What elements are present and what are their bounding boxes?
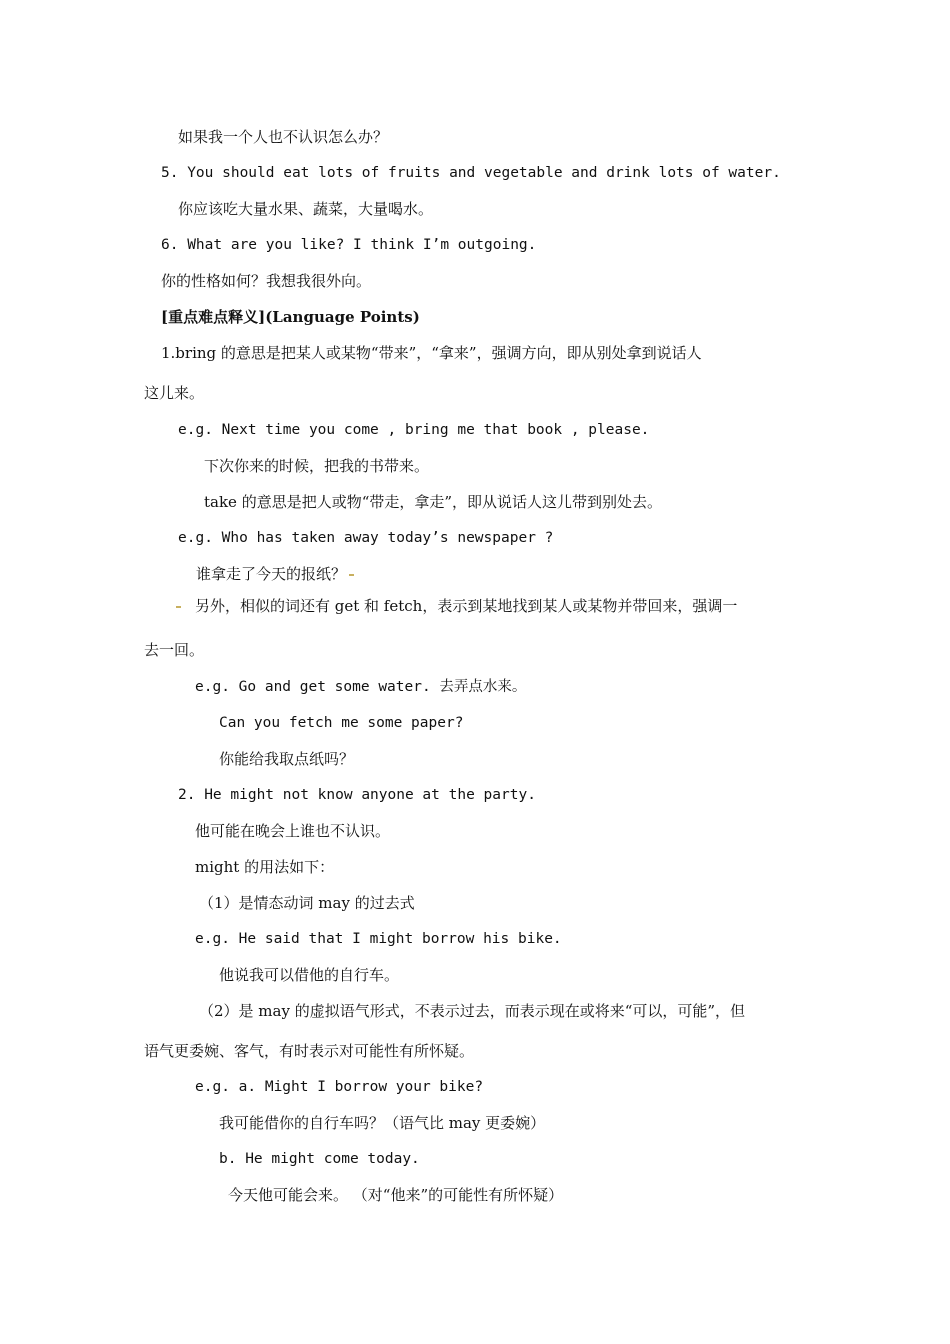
text-line-9: e.g. Next time you come , bring me that book , please. — [178, 422, 650, 438]
text-line-24: 他说我可以借他的自行车。 — [219, 966, 400, 984]
text-line-3: 你应该吃大量水果、蔬菜，大量喝水。 — [178, 200, 434, 218]
text-line-12: e.g. Who has taken away today’s newspaper ? — [178, 530, 554, 546]
text-line-17: Can you fetch me some paper? — [219, 715, 464, 731]
text-line-8: 这儿来。 — [144, 384, 205, 402]
edit-mark — [349, 574, 354, 576]
text-line-25: （2）是 may 的虚拟语气形式，不表示过去，而表示现在或将来“可以，可能”，但 — [199, 1002, 746, 1020]
text-line-23: e.g. He said that I might borrow his bike. — [195, 931, 562, 947]
text-line-4: 6. What are you like? I think I’m outgoing. — [161, 237, 537, 253]
text-line-30: 今天他可能会来。 （对“他来”的可能性有所怀疑） — [228, 1186, 564, 1204]
text-line-10: 下次你来的时候，把我的书带来。 — [204, 457, 430, 475]
edit-mark — [176, 606, 181, 608]
text-line-2: 5. You should eat lots of fruits and vegetable and drink lots of water. — [161, 165, 781, 181]
text-line-1: 如果我一个人也不认识怎么办？ — [178, 128, 389, 146]
text-line-16: e.g. Go and get some water. 去弄点水来。 — [195, 679, 527, 695]
text-line-13-content: 谁拿走了今天的报纸？ — [196, 565, 347, 583]
text-line-15: 去一回。 — [144, 641, 205, 659]
section-heading: [重点难点释义](Language Points) — [161, 308, 420, 326]
text-line-19: 2. He might not know anyone at the party. — [178, 787, 536, 803]
text-line-26: 语气更委婉、客气，有时表示对可能性有所怀疑。 — [144, 1042, 475, 1060]
text-line-14 — [176, 596, 737, 616]
text-line-11: take 的意思是把人或物“带走，拿走”，即从说话人这儿带到别处去。 — [204, 493, 663, 511]
text-line-5: 你的性格如何？我想我很外向。 — [161, 272, 372, 290]
text-line-14-content: 另外，相似的词还有 get 和 fetch，表示到某地找到某人或某物并带回来，强调一 — [195, 597, 738, 615]
text-line-18: 你能给我取点纸吗？ — [219, 750, 355, 768]
text-line-13 — [196, 564, 354, 584]
text-line-29: b. He might come today. — [219, 1151, 420, 1167]
text-line-28: 我可能借你的自行车吗？（语气比 may 更委婉） — [219, 1114, 546, 1132]
text-line-22: （1）是情态动词 may 的过去式 — [199, 894, 415, 912]
text-line-7: 1.bring 的意思是把某人或某物“带来”，“拿来”，强调方向，即从别处拿到说话人 — [161, 344, 702, 362]
text-line-20: 他可能在晚会上谁也不认识。 — [195, 822, 391, 840]
text-line-27: e.g. a. Might I borrow your bike? — [195, 1079, 484, 1095]
text-line-21: might 的用法如下： — [195, 858, 335, 876]
